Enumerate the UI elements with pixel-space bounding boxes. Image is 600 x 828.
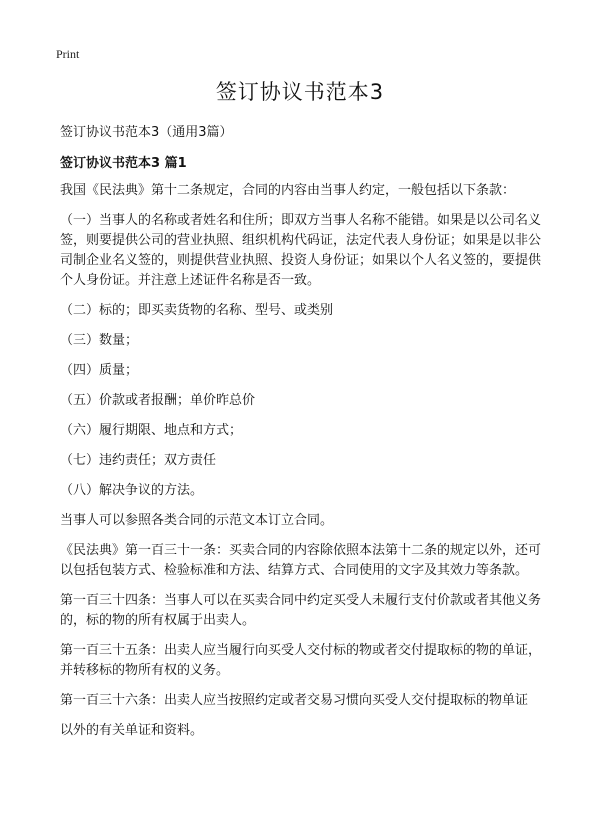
paragraph: 以外的有关单证和资料。 (60, 723, 204, 738)
paragraph: （七）违约责任；双方责任 (60, 453, 217, 468)
paragraph: （三）数量； (60, 333, 139, 348)
paragraph: 《民法典》第一百三十一条：买卖合同的内容除依照本法第十二条的规定以外，还可以包括包装方式、检验标准和方法、结算方式、合同使用的文字及其效力等条款。 (60, 543, 542, 578)
paragraph: 第一百三十四条：当事人可以在买卖合同中约定买受人未履行支付价款或者其他义务的，标的物的所有权属于出卖人。 (60, 593, 542, 628)
paragraph: （二）标的；即买卖货物的名称、型号、或类别 (60, 303, 334, 318)
paragraph: （一）当事人的名称或者姓名和住所；即双方当事人名称不能错。如果是以公司名义签，则要提供公司的营业执照、组织机构代码证，法定代表人身份证；如果是以非公司制企业名义签的，则提供营业执照、投资人身份证；如果以个人名义签的，要提供个人身份证。并注意上述证件名称是否一致。 (60, 213, 542, 288)
paragraph: 第一百三十五条：出卖人应当履行向买受人交付标的物或者交付提取标的物的单证，并转移标的物所有权的义务。 (60, 643, 542, 678)
paragraph: 当事人可以参照各类合同的示范文本订立合同。 (60, 513, 334, 528)
paragraph: （八）解决争议的方法。 (60, 483, 204, 498)
paragraph: （六）履行期限、地点和方式； (60, 423, 243, 438)
paragraph: （四）质量； (60, 363, 139, 378)
paragraph: （五）价款或者报酬；单价昨总价 (60, 393, 256, 408)
print-link[interactable]: Print (56, 47, 80, 61)
section-heading: 签订协议书范本3 篇1 (60, 156, 187, 171)
paragraph: 我国《民法典》第十二条规定，合同的内容由当事人约定，一般包括以下条款： (60, 183, 516, 198)
document-body (60, 181, 544, 741)
document-title: 签订协议书范本3 (215, 80, 385, 104)
document-subtitle: 签订协议书范本3（通用3篇） (60, 125, 233, 140)
paragraph: 第一百三十六条：出卖人应当按照约定或者交易习惯向买受人交付提取标的物单证 (60, 693, 529, 708)
